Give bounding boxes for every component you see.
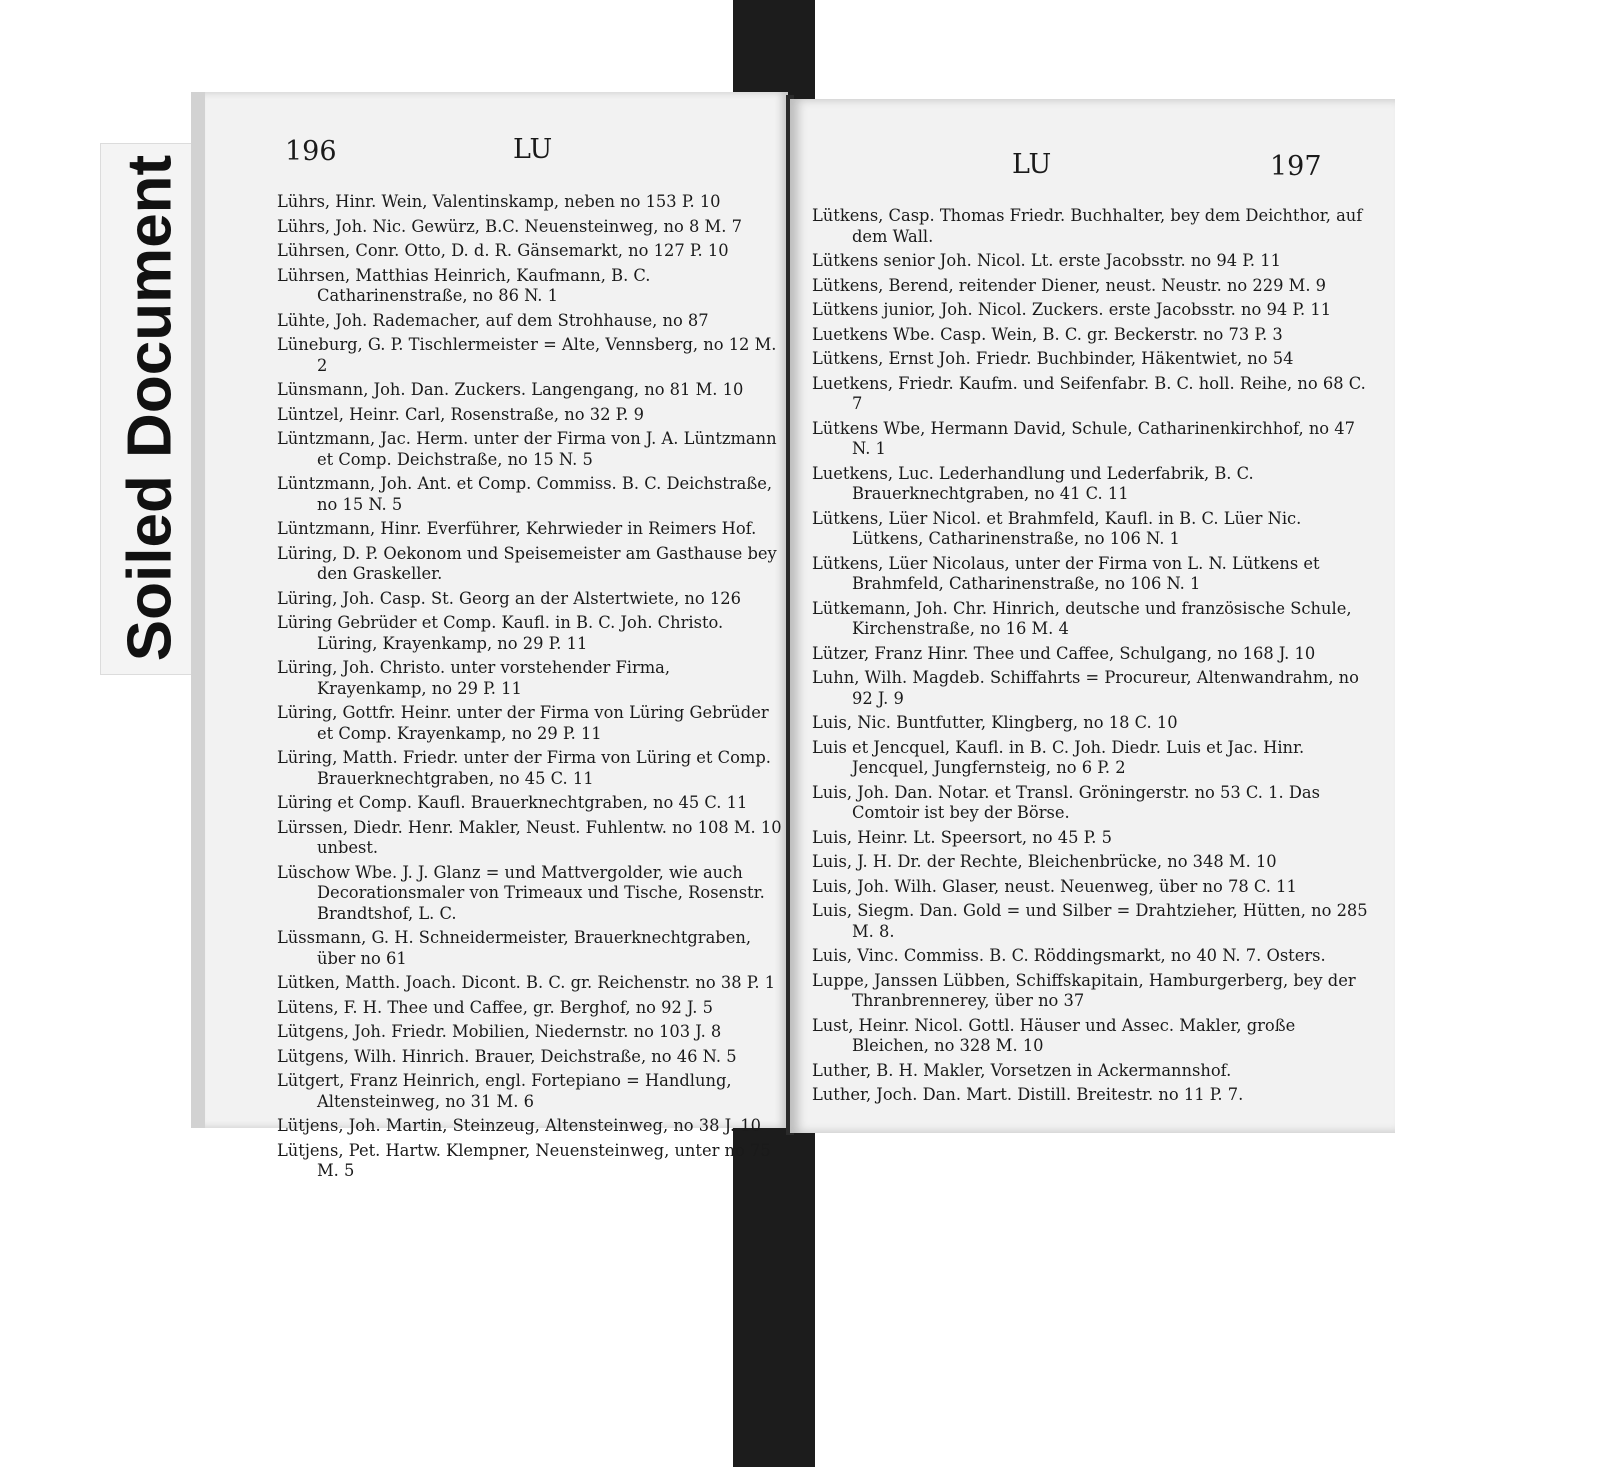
directory-entry: Lütkens, Lüer Nicol. et Brahmfeld, Kaufl. in B. C. Lüer Nic. Lütkens, Catharinenstraße, no 106 N. 1 <box>812 508 1302 548</box>
directory-entry: Luhn, Wilh. Magdeb. Schiffahrts = Procureur, Altenwandrahm, no 92 J. 9 <box>812 668 1359 708</box>
directory-entry: Lütgens, Wilh. Hinrich. Brauer, Deichstraße, no 46 N. 5 <box>277 1046 737 1066</box>
directory-entry: Lust, Heinr. Nicol. Gottl. Häuser und Assec. Makler, große Bleichen, no 328 M. 10 <box>812 1015 1296 1055</box>
directory-entry: Lütkens Wbe, Hermann David, Schule, Catharinenkirchhof, no 47 N. 1 <box>812 418 1356 458</box>
directory-entry: Luther, B. H. Makler, Vorsetzen in Ackermannshof. <box>812 1060 1232 1080</box>
directory-entry: Lüschow Wbe. J. J. Glanz = und Mattvergolder, wie auch Decorationsmaler von Trimeaux und Tische, Rosenstr. Brandtshof, L. C. <box>277 862 765 923</box>
directory-entry: Lütgert, Franz Heinrich, engl. Fortepiano = Handlung, Altensteinweg, no 31 M. 6 <box>277 1071 732 1111</box>
directory-entry: Lührs, Hinr. Wein, Valentinskamp, neben no 153 P. 10 <box>277 192 721 211</box>
directory-entry: Luis, Siegm. Dan. Gold = und Silber = Drahtzieher, Hütten, no 285 M. 8. <box>812 901 1368 941</box>
directory-entry: Lüssmann, G. H. Schneidermeister, Brauerknechtgraben, über no 61 <box>277 928 752 968</box>
directory-entry: Luis, Vinc. Commiss. B. C. Röddingsmarkt, no 40 N. 7. Osters. <box>812 946 1326 965</box>
directory-entry: Lührsen, Conr. Otto, D. d. R. Gänsemarkt, no 127 P. 10 <box>277 241 729 260</box>
directory-entry: Lütkemann, Joh. Chr. Hinrich, deutsche und französische Schule, Kirchenstraße, no 16 M. 4 <box>812 598 1352 638</box>
left-page <box>191 92 788 1180</box>
soiled-document-label: Soiled Document <box>115 154 185 662</box>
directory-entry: Lürssen, Diedr. Henr. Makler, Neust. Fuhlentw. no 108 M. 10 unbest. <box>277 817 782 857</box>
right-entries-list <box>812 206 1377 1106</box>
directory-entry: Lüring, D. P. Oekonom und Speisemeister am Gasthause bey den Graskeller. <box>277 543 777 583</box>
directory-entry: Lütkens junior, Joh. Nicol. Zuckers. erste Jacobsstr. no 94 P. 11 <box>812 300 1332 319</box>
directory-entry: Lüring Gebrüder et Comp. Kaufl. in B. C. Joh. Christo. Lüring, Krayenkamp, no 29 P. 11 <box>277 613 724 653</box>
left-page-number: 196 <box>285 136 337 167</box>
directory-entry: Lützer, Franz Hinr. Thee und Caffee, Schulgang, no 168 J. 10 <box>812 643 1316 663</box>
directory-entry: Luis, J. H. Dr. der Rechte, Bleichenbrücke, no 348 M. 10 <box>812 852 1277 871</box>
directory-entry: Lünsmann, Joh. Dan. Zuckers. Langengang, no 81 M. 10 <box>277 380 744 399</box>
directory-entry: Luis, Joh. Dan. Notar. et Transl. Gröningerstr. no 53 C. 1. Das Comtoir ist bey der Börse. <box>812 782 1320 822</box>
directory-entry: Lüneburg, G. P. Tischlermeister = Alte, Vennsberg, no 12 M. 2 <box>277 335 777 375</box>
directory-entry: Luis, Joh. Wilh. Glaser, neust. Neuenweg, über no 78 C. 11 <box>812 876 1297 896</box>
directory-entry: Lüring, Gottfr. Heinr. unter der Firma von Lüring Gebrüder et Comp. Krayenkamp, no 29 P. 11 <box>277 703 769 743</box>
directory-entry: Lüntzmann, Jac. Herm. unter der Firma von J. A. Lüntzmann et Comp. Deichstraße, no 15 N. 5 <box>277 429 777 469</box>
directory-entry: Luetkens Wbe. Casp. Wein, B. C. gr. Beckerstr. no 73 P. 3 <box>812 324 1283 344</box>
directory-entry: Lütkens senior Joh. Nicol. Lt. erste Jacobsstr. no 94 P. 11 <box>812 251 1281 270</box>
directory-entry: Lütkens, Berend, reitender Diener, neust. Neustr. no 229 M. 9 <box>812 275 1327 295</box>
directory-entry: Lütjens, Joh. Martin, Steinzeug, Altensteinweg, no 38 J. 10 <box>277 1116 762 1135</box>
directory-entry: Luther, Joch. Dan. Mart. Distill. Breitestr. no 11 P. 7. <box>812 1085 1244 1104</box>
directory-entry: Lütjens, Pet. Hartw. Klempner, Neuensteinweg, unter no 75 M. 5 <box>277 1140 771 1180</box>
directory-entry: Lütkens, Casp. Thomas Friedr. Buchhalter, bey dem Deichthor, auf dem Wall. <box>812 206 1363 246</box>
directory-entry: Lüring, Joh. Christo. unter vorstehender Firma, Krayenkamp, no 29 P. 11 <box>277 658 671 698</box>
directory-entry: Lührs, Joh. Nic. Gewürz, B.C. Neuensteinweg, no 8 M. 7 <box>277 216 742 236</box>
directory-entry: Luetkens, Luc. Lederhandlung und Lederfabrik, B. C. Brauerknechtgraben, no 41 C. 11 <box>812 463 1254 503</box>
directory-entry: Luppe, Janssen Lübben, Schiffskapitain, Hamburgerberg, bey der Thranbrennerey, über no 37 <box>812 970 1356 1010</box>
directory-entry: Lütkens, Ernst Joh. Friedr. Buchbinder, Häkentwiet, no 54 <box>812 349 1294 368</box>
right-page-header: LU <box>1012 149 1052 180</box>
directory-entry: Lüntzel, Heinr. Carl, Rosenstraße, no 32 P. 9 <box>277 404 644 424</box>
directory-entry: Lüring, Joh. Casp. St. Georg an der Alstertwiete, no 126 <box>277 588 741 608</box>
directory-entry: Luis et Jencquel, Kaufl. in B. C. Joh. Diedr. Luis et Jac. Hinr. Jencquel, Jungfernsteig, no 6 P. 2 <box>812 737 1305 777</box>
right-page-number: 197 <box>1270 151 1322 182</box>
left-page-header: LU <box>513 134 553 165</box>
directory-entry: Lüring, Matth. Friedr. unter der Firma von Lüring et Comp. Brauerknechtgraben, no 45 C. 11 <box>277 748 771 788</box>
directory-entry: Lühte, Joh. Rademacher, auf dem Strohhause, no 87 <box>277 310 709 330</box>
directory-entry: Luis, Heinr. Lt. Speersort, no 45 P. 5 <box>812 827 1112 847</box>
directory-entry: Lütens, F. H. Thee und Caffee, gr. Berghof, no 92 J. 5 <box>277 997 714 1017</box>
directory-entry: Lütken, Matth. Joach. Dicont. B. C. gr. Reichenstr. no 38 P. 1 <box>277 973 776 992</box>
left-entries-list <box>277 192 782 1182</box>
directory-entry: Lüntzmann, Joh. Ant. et Comp. Commiss. B. C. Deichstraße, no 15 N. 5 <box>277 474 773 514</box>
directory-entry: Lütkens, Lüer Nicolaus, unter der Firma von L. N. Lütkens et Brahmfeld, Catharinenstraße, no 106 N. 1 <box>812 553 1320 593</box>
directory-entry: Lüntzmann, Hinr. Everführer, Kehrwieder in Reimers Hof. <box>277 519 757 538</box>
right-page <box>790 99 1395 1133</box>
directory-entry: Lüring et Comp. Kaufl. Brauerknechtgraben, no 45 C. 11 <box>277 793 748 812</box>
directory-entry: Luetkens, Friedr. Kaufm. und Seifenfabr. B. C. holl. Reihe, no 68 C. 7 <box>812 373 1366 413</box>
directory-entry: Lührsen, Matthias Heinrich, Kaufmann, B. C. Catharinenstraße, no 86 N. 1 <box>277 265 651 305</box>
directory-entry: Luis, Nic. Buntfutter, Klingberg, no 18 C. 10 <box>812 713 1178 732</box>
directory-entry: Lütgens, Joh. Friedr. Mobilien, Niedernstr. no 103 J. 8 <box>277 1022 722 1041</box>
